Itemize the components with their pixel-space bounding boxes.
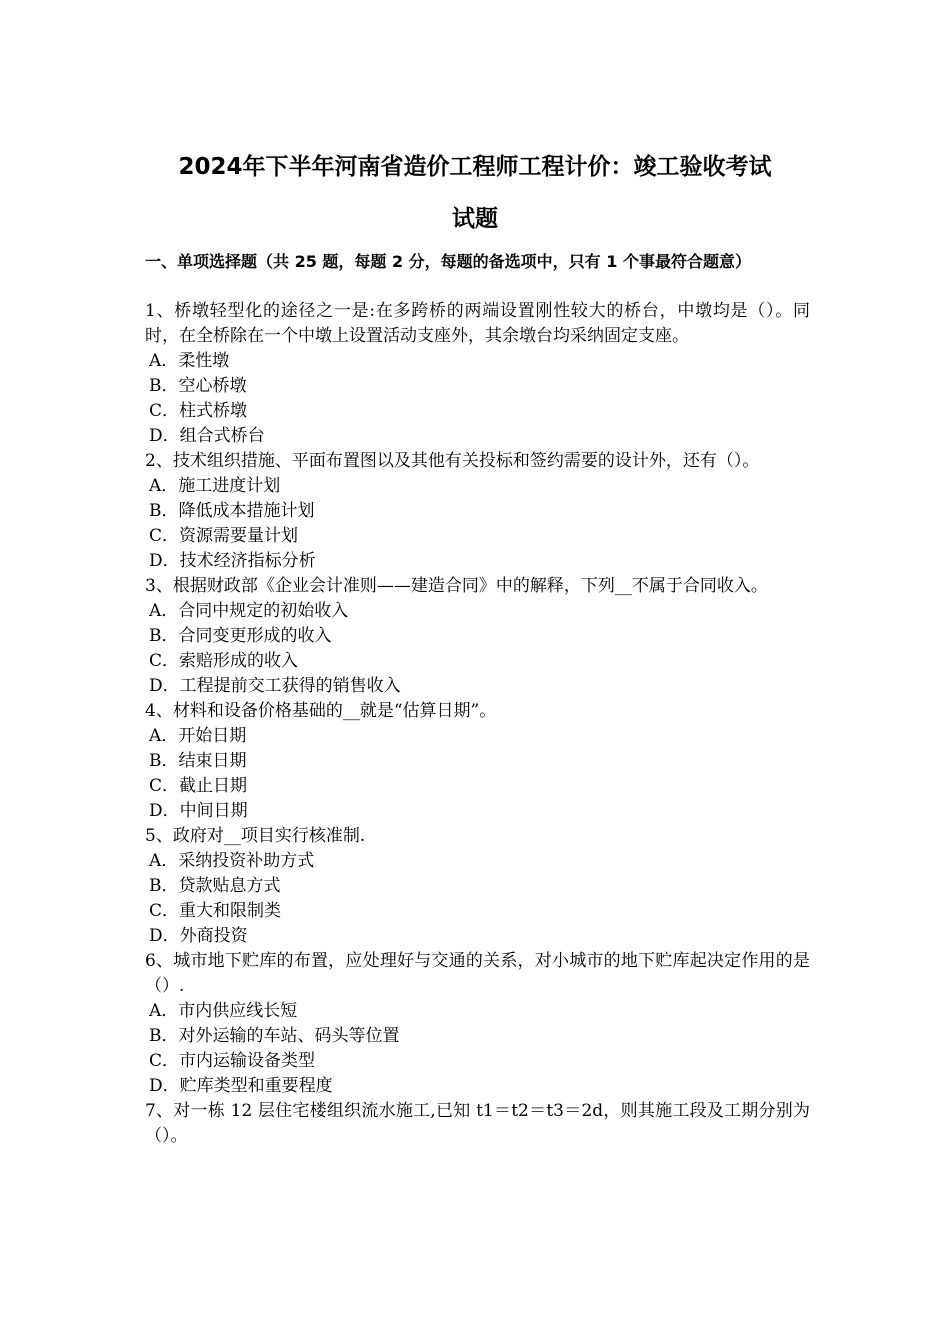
question-4 (145, 699, 810, 824)
question-stem: 2、技术组织措施、平面布置图以及其他有关投标和签约需要的设计外，还有（）。 (145, 451, 760, 471)
question-3 (145, 574, 810, 699)
option-b: B．降低成本措施计划 (149, 501, 315, 521)
option-d: D．外商投资 (149, 926, 248, 946)
option-a: A．合同中规定的初始收入 (149, 601, 349, 621)
option-d: D．贮库类型和重要程度 (149, 1076, 333, 1096)
option-a: A．采纳投资补助方式 (149, 851, 315, 871)
option-b: B．对外运输的车站、码头等位置 (149, 1026, 400, 1046)
option-b: B．合同变更形成的收入 (149, 626, 332, 646)
option-a: A．市内供应线长短 (149, 1001, 298, 1021)
question-stem: 6、城市地下贮库的布置，应处理好与交通的关系，对小城市的地下贮库起决定作用的是（）. (145, 951, 810, 996)
option-c: C．市内运输设备类型 (149, 1051, 316, 1071)
option-a: A．施工进度计划 (149, 476, 281, 496)
question-list (145, 299, 810, 1149)
doc-title-line1: 2024年下半年河南省造价工程师工程计价：竣工验收考试 (178, 154, 772, 180)
question-6 (145, 949, 810, 1099)
question-stem: 1、桥墩轻型化的途径之一是:在多跨桥的两端设置刚性较大的桥台，中墩均是（）。同时，在全桥除在一个中墩上设置活动支座外，其余墩台均采纳固定支座。 (145, 301, 810, 346)
option-d: D．技术经济指标分析 (149, 551, 316, 571)
option-b: B．贷款贴息方式 (149, 876, 281, 896)
question-1 (145, 299, 810, 449)
question-stem: 3、根据财政部《企业会计准则——建造合同》中的解释，下列__不属于合同收入。 (145, 576, 768, 596)
option-a: A．开始日期 (149, 726, 247, 746)
option-b: B．结束日期 (149, 751, 247, 771)
question-2 (145, 449, 810, 574)
option-b: B．空心桥墩 (149, 376, 247, 396)
question-7 (145, 1099, 810, 1149)
option-c: C．索赔形成的收入 (149, 651, 299, 671)
option-c: C．资源需要量计划 (149, 526, 299, 546)
option-c: C．柱式桥墩 (149, 401, 248, 421)
option-d: D．工程提前交工获得的销售收入 (149, 676, 401, 696)
section-heading: 一、单项选择题（共 25 题，每题 2 分，每题的备选项中，只有 1 个事最符合题意） (145, 252, 751, 271)
doc-title-line2: 试题 (452, 206, 498, 232)
option-c: C．截止日期 (149, 776, 248, 796)
option-a: A．柔性墩 (149, 351, 230, 371)
option-d: D．中间日期 (149, 801, 248, 821)
option-d: D．组合式桥台 (149, 426, 265, 446)
question-5 (145, 824, 810, 949)
question-stem: 4、材料和设备价格基础的__就是“估算日期”。 (145, 701, 497, 721)
question-stem: 7、对一栋 12 层住宅楼组织流水施工,已知 t1＝t2＝t3＝2d，则其施工段及工期分别为（）。 (145, 1101, 810, 1146)
question-stem: 5、政府对__项目实行核准制. (145, 826, 366, 846)
option-c: C．重大和限制类 (149, 901, 282, 921)
